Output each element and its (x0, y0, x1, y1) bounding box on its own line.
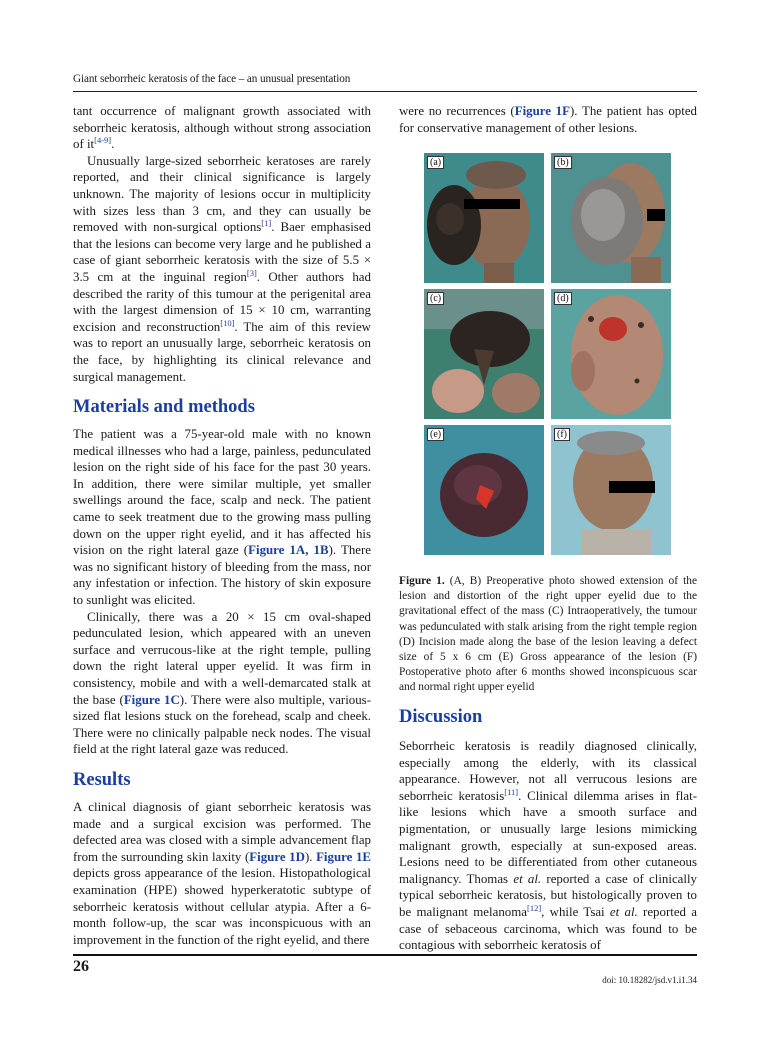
paragraph: The patient was a 75-year-old male with no known medical illnesses who had a large, painless, pedunculated lesion on the right side of his face for the past 30 years. In addition, there were similar multiple, yet smaller swellings around the face, scalp and neck. The patient came to seek treatment due to the growing mass pulling down on the upper right eyelid, and it has affected his vision on the right lateral gaze (Figure 1A, 1B). There was no significant history of bleeding from the mass, nor any infestation or infection. The history of skin exposure to sunlight was elicited. (73, 427, 371, 608)
panel-label: (b) (554, 156, 572, 169)
citation[interactable]: [12] (526, 902, 542, 913)
figure-link[interactable]: Figure 1F (514, 104, 570, 118)
panel-d-photo (551, 289, 671, 419)
figure-link[interactable]: Figure 1C (123, 692, 180, 707)
panel-label: (a) (427, 156, 444, 169)
paragraph: Unusually large-sized seborrheic keratoses are rarely reported, and their clinical significance is largely unknown. The majority of lesions occur in multiplicity with sizes less than 3 cm, and they can usually be removed with non-surgical options[1]. Baer emphasised that the lesions can become very large and he published a case of giant seborrheic keratosis with the size of 5.5 × 3.5 cm at the inguinal region[3]. Other authors had described the rarity of this tumour at the perigenital area with the largest dimension of 15 × 10 cm, warranting excision and reconstruction[10]. The aim of this review was to report an unusually large, seborrheic keratosis on the face, by highlighting its clinical relevance and surgical management. (73, 153, 371, 384)
panel-a-photo (424, 153, 544, 283)
left-column (73, 103, 371, 948)
right-column-bottom (399, 706, 697, 954)
header-rule (73, 91, 697, 92)
figure-link[interactable]: Figure 1E (316, 849, 371, 864)
doi-text: doi: 10.18282/jsd.v1.i1.34 (602, 975, 697, 985)
paragraph: were no recurrences (Figure 1F). The patient has opted for conservative management of other lesions. (399, 104, 697, 135)
paragraph: Seborrheic keratosis is readily diagnosed clinically, especially among the elderly, with its classical appearance. However, not all verrucous lesions are seborrheic keratosis[11]. Clinical dilemma arises in flat-like lesions which have a smooth surface and pigmentation, or unusually large lesions mimicking malignant growth, especially at sun-exposed areas. Lesions need to be differentiated from other cutaneous malignancy. Thomas et al. reported a case of clinically typical seborrheic keratosis, but histologically proven to be malignant melanoma[12], while Tsai et al. reported a case of sebaceous carcinoma, which was found to be contagious with seborrheic keratosis of (399, 739, 697, 953)
panel-label: (f) (554, 428, 570, 441)
footer-rule (73, 954, 697, 956)
citation[interactable]: [1] (261, 218, 272, 229)
panel-label: (d) (554, 292, 572, 305)
figure-link[interactable]: Figure 1D (249, 849, 305, 864)
page-number: 26 (73, 958, 89, 975)
paragraph: tant occurrence of malignant growth associated with seborrheic keratosis, although without strong association of it[4-9]. (73, 104, 371, 152)
caption-label: Figure 1. (399, 575, 445, 587)
citation[interactable]: [11] (504, 786, 519, 797)
section-heading-results: Results (73, 769, 131, 790)
figure-1 (424, 153, 671, 555)
figure-link[interactable]: Figure 1A, 1B (248, 543, 329, 558)
citation[interactable]: [3] (246, 267, 257, 278)
paragraph: A clinical diagnosis of giant seborrheic keratosis was made and a surgical excision was performed. The defected area was closed with a simple advancement flap from the surrounding skin laxity (Figure 1D). Figure 1E depicts gross appearance of the lesion. Histopathological examination (HPE) showed hyperkeratotic subtype of seborrheic keratosis without cellular atypia. After a 6-month follow-up, the scar was inconspicuous with an improvement in the function of the right eyelid, and there (73, 799, 371, 947)
panel-f-photo (551, 425, 671, 555)
panel-c-photo (424, 289, 544, 419)
section-heading-methods: Materials and methods (73, 397, 255, 418)
panel-e-photo (424, 425, 544, 555)
panel-label: (e) (427, 428, 444, 441)
running-head: Giant seborrheic keratosis of the face – an unusual presentation (73, 73, 351, 85)
right-column-top (399, 103, 697, 136)
citation[interactable]: [4-9] (94, 135, 112, 146)
section-heading-discussion: Discussion (399, 707, 483, 727)
citation[interactable]: [10] (220, 317, 235, 328)
paragraph: Clinically, there was a 20 × 15 cm oval-shaped pedunculated lesion, which appeared with an uneven surface and verrucous-like at the right temple, pulling down the right lateral upper eyelid. It was firm in consistency, mobile and with a well-demarcated stalk at the base (Figure 1C). There were also multiple, various-sized flat lesions stuck on the forehead, scalp and cheek. There were no clinically palpable neck nodes. The visual field at the right lateral gaze was reduced. (73, 609, 371, 757)
panel-label: (c) (427, 292, 444, 305)
panel-b-photo (551, 153, 671, 283)
figure-caption: Figure 1. (A, B) Preoperative photo showed extension of the lesion and distortion of the right upper eyelid due to the gravitational effect of the mass (C) Intraoperatively, the tumour was pedunculated with stalk arising from the right temple region (D) Incision made along the base of the lesion leaving a defect size of 5 x 6 cm (E) Gross appearance of the lesion (F) Postoperative photo after 6 months showed inconspicuous scar and normal right upper eyelid (399, 575, 697, 694)
